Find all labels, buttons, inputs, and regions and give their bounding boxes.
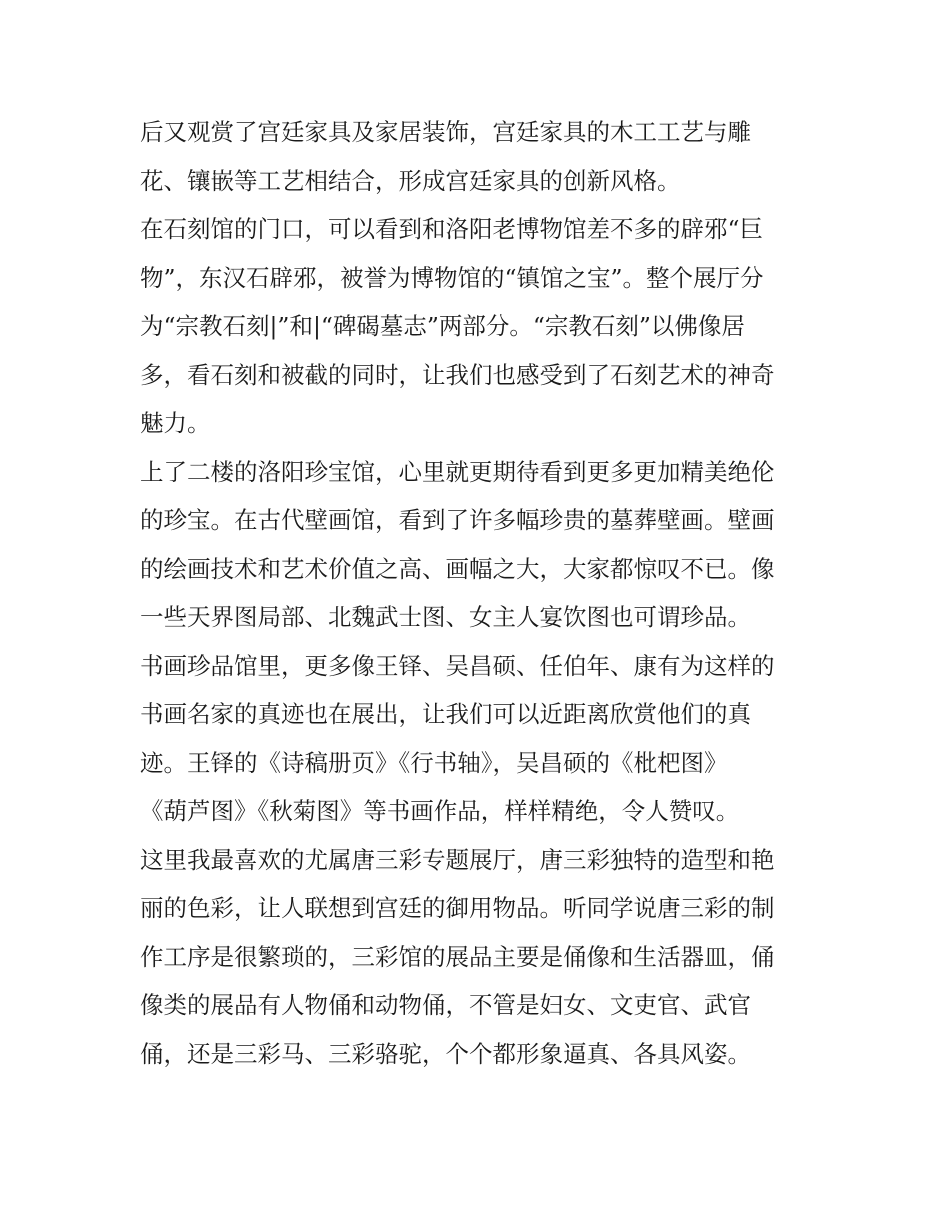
text-line: 为“宗教石刻|”和|“碑碣墓志”两部分。“宗教石刻”以佛像居 [140,312,745,340]
text-line: 在石刻馆的门口，可以看到和洛阳老博物馆差不多的辟邪“巨 [140,215,764,243]
document-body [140,108,830,1078]
text-line: 书画珍品馆里，更多像王铎、吴昌硕、任伯年、康有为这样的 [140,651,775,680]
text-line: 书画名家的真迹也在展出，让我们可以近距离欣赏他们的真 [140,700,751,728]
paragraph-calligraphy [140,642,830,836]
text-line: 丽的色彩，让人联想到宫廷的御用物品。听同学说唐三彩的制 [140,894,775,922]
paragraph-stone-carving [140,205,830,448]
text-line: 物”，东汉石辟邪，被誉为博物馆的“镇馆之宝”。整个展厅分 [140,263,764,292]
text-line: 俑，还是三彩马、三彩骆驼，个个都形象逼真、各具风姿。 [140,1039,751,1068]
text-line: 上了二楼的洛阳珍宝馆，心里就更期待看到更多更加精美绝伦 [140,457,775,486]
text-line: 花、镶嵌等工艺相结合，形成宫廷家具的创新风格。 [140,166,681,195]
text-line: 的绘画技术和艺术价值之高、画幅之大，大家都惊叹不已。像 [140,554,775,583]
text-line: 多，看石刻和被截的同时，让我们也感受到了石刻艺术的神奇 [140,360,775,389]
paragraph-treasure-hall [140,448,830,642]
paragraph-tang-sancai [140,836,830,1079]
text-line: 《葫芦图》《秋菊图》等书画作品，样样精绝，令人赞叹。 [140,797,740,825]
text-line: 作工序是很繁琐的，三彩馆的展品主要是俑像和生活器皿，俑 [140,942,775,971]
paragraph-furniture [140,108,830,205]
text-line: 的珍宝。在古代壁画馆，看到了许多幅珍贵的墓葬壁画。壁画 [140,506,775,534]
text-line: 像类的展品有人物俑和动物俑，不管是妇女、文吏官、武官 [140,991,751,1019]
text-line: 迹。王铎的《诗稿册页》《行书轴》，吴昌硕的《枇杷图》 [140,748,728,777]
text-line: 魅力。 [140,409,211,437]
text-line: 这里我最喜欢的尤属唐三彩专题展厅，唐三彩独特的造型和艳 [140,845,775,874]
text-line: 一些天界图局部、北魏武士图、女主人宴饮图也可谓珍品。 [140,603,751,631]
text-line: 后又观赏了宫廷家具及家居装饰，宫廷家具的木工工艺与雕 [140,118,751,146]
